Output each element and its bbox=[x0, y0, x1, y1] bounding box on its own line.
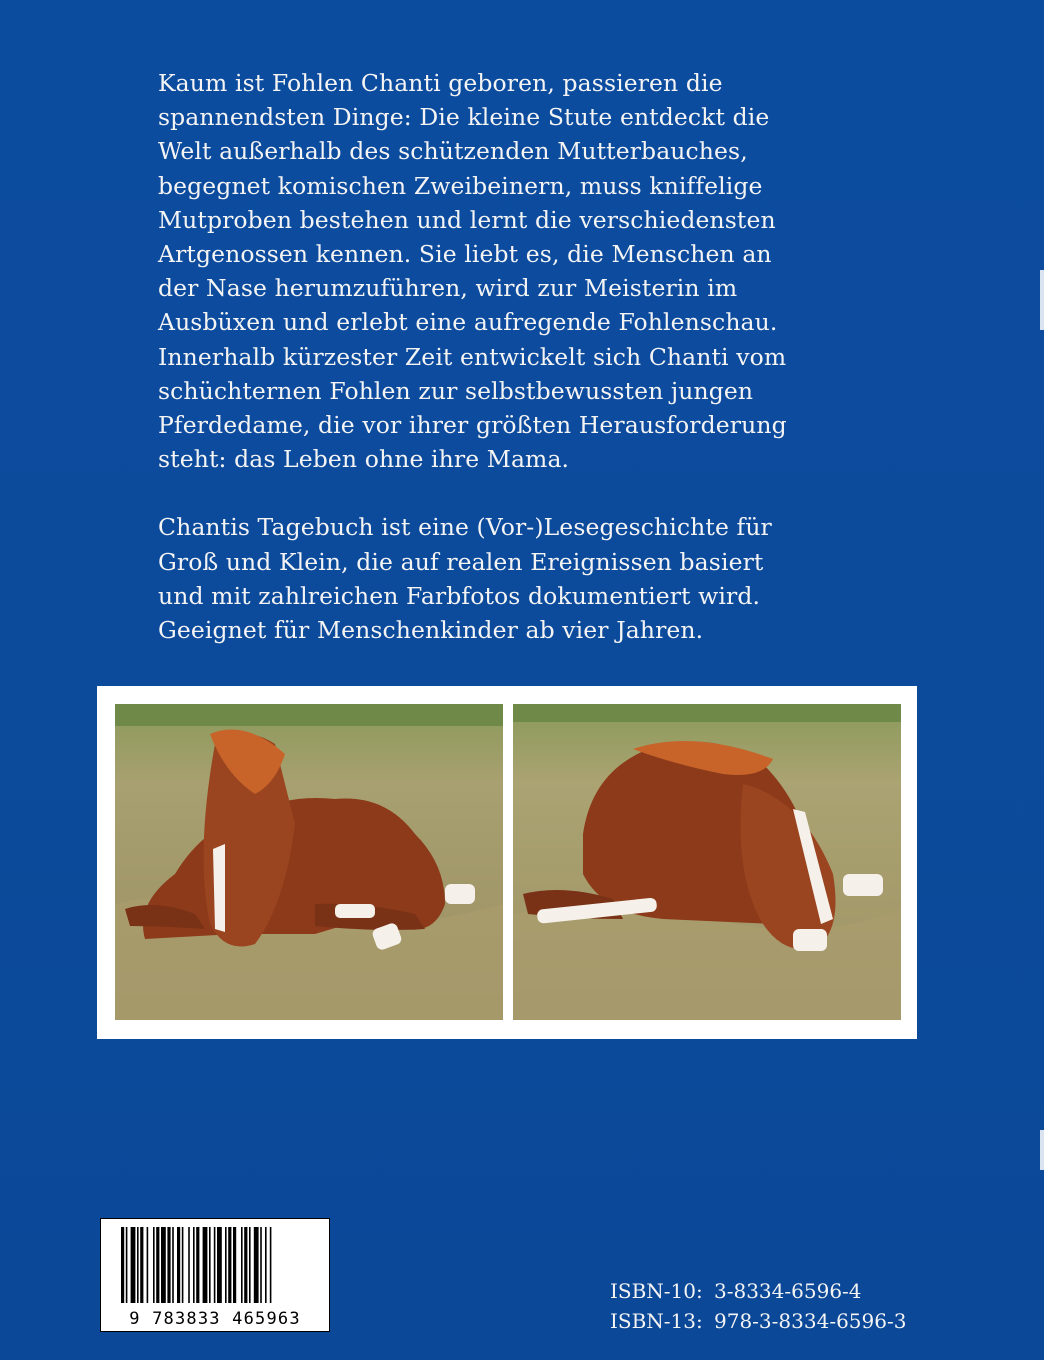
barcode-bar bbox=[161, 1227, 166, 1303]
barcode-bar bbox=[249, 1227, 251, 1303]
isbn-barcode bbox=[100, 1218, 330, 1332]
barcode-bar bbox=[228, 1227, 231, 1303]
isbn-13-value: 978-3-8334-6596-3 bbox=[714, 1309, 907, 1333]
barcode-bar bbox=[241, 1227, 243, 1303]
blurb-line: Welt außerhalb des schützenden Mutterbauches, bbox=[158, 137, 748, 166]
barcode-bar bbox=[254, 1227, 259, 1303]
isbn-13-label: ISBN-13: bbox=[610, 1309, 703, 1333]
barcode-bar bbox=[167, 1227, 170, 1303]
blurb-paragraph-1 bbox=[158, 66, 878, 476]
blurb-line: Groß und Klein, die auf realen Ereignissen basiert bbox=[158, 547, 764, 576]
foal-photo-left bbox=[115, 704, 503, 1020]
barcode-digits: 9 783833 465963 bbox=[129, 1309, 301, 1329]
barcode-bar bbox=[209, 1227, 211, 1303]
photo-frame bbox=[97, 686, 917, 1039]
blurb-line: Innerhalb kürzester Zeit entwickelt sich Chanti vom bbox=[158, 342, 787, 371]
blurb-line: steht: das Leben ohne ihre Mama. bbox=[158, 445, 570, 474]
foal-photo-right bbox=[513, 704, 901, 1020]
barcode-bar bbox=[214, 1227, 216, 1303]
blurb-line: Kaum ist Fohlen Chanti geboren, passieren die bbox=[158, 69, 723, 97]
foal-lying-image bbox=[115, 704, 503, 1020]
blurb-line: Geeignet für Menschenkinder ab vier Jahren. bbox=[158, 616, 704, 645]
blurb-line: schüchternen Fohlen zur selbstbewussten jungen bbox=[158, 376, 754, 405]
blurb-line: und mit zahlreichen Farbfotos dokumentiert wird. bbox=[158, 581, 761, 610]
barcode-bar bbox=[225, 1227, 227, 1303]
isbn-13 bbox=[610, 1309, 906, 1333]
isbn-10 bbox=[610, 1279, 862, 1303]
blurb-line: der Nase herumzuführen, wird zur Meisterin im bbox=[158, 274, 738, 303]
edge-mark bbox=[1040, 1130, 1044, 1170]
barcode-bar bbox=[265, 1227, 267, 1303]
barcode-bar bbox=[188, 1227, 190, 1303]
paragraph-spacer bbox=[158, 476, 878, 510]
blurb-line: Artgenossen kennen. Sie liebt es, die Menschen an bbox=[158, 240, 772, 269]
blurb-line: Mutproben bestehen und lernt die verschiedensten bbox=[158, 205, 776, 234]
barcode-bar bbox=[233, 1227, 236, 1303]
blurb-line: spannendsten Dinge: Die kleine Stute entdeckt die bbox=[158, 103, 770, 132]
barcode-bar bbox=[153, 1227, 155, 1303]
barcode-bars bbox=[101, 1219, 329, 1309]
barcode-bar bbox=[147, 1227, 149, 1303]
blurb-line: begegnet komischen Zweibeinern, muss kniffelige bbox=[158, 171, 763, 200]
barcode-bar bbox=[244, 1227, 247, 1303]
foal-resting-image bbox=[513, 704, 901, 1020]
isbn-10-value: 3-8334-6596-4 bbox=[714, 1279, 862, 1303]
blurb-line: Pferdedame, die vor ihrer größten Herausforderung bbox=[158, 411, 787, 440]
barcode-bar bbox=[217, 1227, 222, 1303]
barcode-bar bbox=[182, 1227, 184, 1303]
barcode-bar bbox=[177, 1227, 180, 1303]
barcode-bar bbox=[126, 1227, 128, 1303]
blurb-line: Chantis Tagebuch ist eine (Vor-)Lesegeschichte für bbox=[158, 513, 772, 542]
barcode-bar bbox=[140, 1227, 143, 1303]
barcode-bar bbox=[156, 1227, 159, 1303]
edge-mark bbox=[1040, 270, 1044, 330]
barcode-bar bbox=[121, 1227, 124, 1303]
barcode-bar bbox=[196, 1227, 199, 1303]
barcode-bar bbox=[270, 1227, 272, 1303]
blurb-paragraph-2 bbox=[158, 510, 878, 647]
blurb-text bbox=[158, 66, 878, 647]
barcode-bar bbox=[260, 1227, 262, 1303]
barcode-bar bbox=[137, 1227, 139, 1303]
barcode-bar bbox=[172, 1227, 174, 1303]
barcode-bar bbox=[203, 1227, 208, 1303]
barcode-bar bbox=[193, 1227, 195, 1303]
isbn-10-label: ISBN-10: bbox=[610, 1279, 703, 1303]
blurb-line: Ausbüxen und erlebt eine aufregende Fohlenschau. bbox=[158, 308, 778, 337]
barcode-bar bbox=[131, 1227, 136, 1303]
